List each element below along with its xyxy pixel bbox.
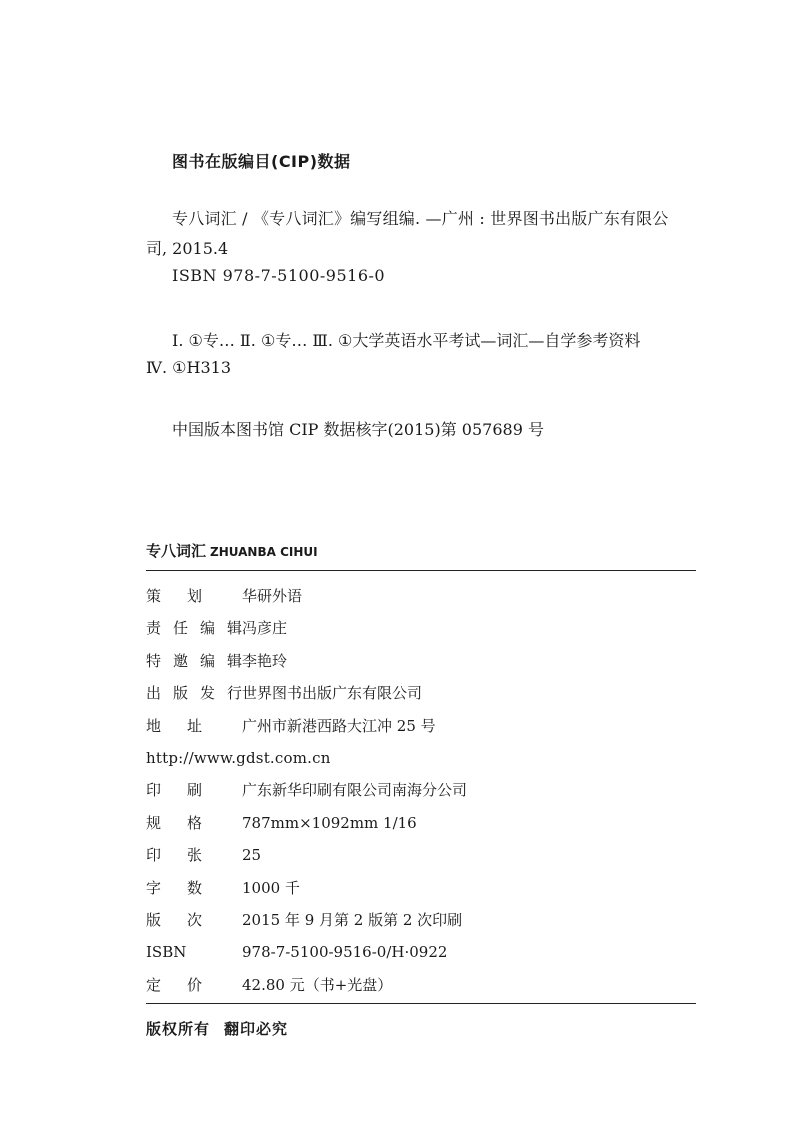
info-row-editor	[146, 612, 706, 644]
info-row-planning	[146, 580, 706, 612]
info-label: 规格	[146, 813, 202, 832]
book-title-pinyin: ZHUANBA CIHUI	[210, 545, 318, 559]
info-value: 978-7-5100-9516-0/H·0922	[242, 943, 448, 962]
info-label: 出版发行	[146, 684, 242, 703]
info-label: 字数	[146, 878, 202, 897]
info-value: 华研外语	[242, 587, 303, 605]
book-title-cn: 专八词汇	[146, 542, 207, 560]
info-value: 1000 千	[242, 878, 300, 897]
cip-classification-continued: Ⅳ. ①H313	[146, 358, 231, 377]
cip-record-number: 中国版本图书馆 CIP 数据核字(2015)第 057689 号	[172, 420, 544, 439]
divider-top	[146, 570, 696, 571]
info-label: 责任编辑	[146, 619, 242, 638]
info-row-publisher	[146, 677, 706, 709]
copyright-piracy: 翻印必究	[224, 1020, 289, 1038]
info-row-address	[146, 710, 706, 742]
info-value: 787mm×1092mm 1/16	[242, 813, 417, 832]
cip-title-line: 专八词汇 / 《专八词汇》编写组编. —广州 : 世界图书出版广东有限公	[172, 209, 669, 228]
info-value: 世界图书出版广东有限公司	[242, 684, 423, 703]
info-label: 印刷	[146, 781, 202, 800]
info-value: 25	[242, 846, 262, 865]
info-label: 策划	[146, 587, 202, 605]
info-label: 印张	[146, 846, 202, 865]
cip-heading: 图书在版编目(CIP)数据	[172, 152, 351, 171]
info-row-price	[146, 969, 706, 1001]
info-value: 广东新华印刷有限公司南海分公司	[242, 781, 468, 800]
info-row-printer	[146, 774, 706, 806]
info-label: 特邀编辑	[146, 651, 242, 670]
book-title	[146, 540, 318, 561]
info-row-edition	[146, 904, 706, 936]
info-row-sheets	[146, 839, 706, 871]
info-row-isbn	[146, 936, 706, 968]
publication-info-list	[146, 580, 706, 1001]
info-row-format	[146, 807, 706, 839]
info-label: ISBN	[146, 943, 187, 962]
info-value: 2015 年 9 月第 2 版第 2 次印刷	[242, 910, 463, 929]
website-url: http://www.gdst.com.cn	[146, 748, 331, 767]
info-row-url	[146, 742, 706, 774]
info-row-words	[146, 872, 706, 904]
info-value: 李艳玲	[242, 651, 288, 670]
info-label: 地址	[146, 716, 202, 735]
info-value: 42.80 元（书+光盘）	[242, 975, 393, 994]
divider-bottom	[146, 1003, 696, 1004]
info-value: 广州市新港西路大江冲 25 号	[242, 716, 436, 735]
info-row-guest-editor	[146, 645, 706, 677]
copyright-notice	[146, 1018, 288, 1039]
cip-isbn: ISBN 978-7-5100-9516-0	[172, 266, 386, 285]
info-label: 定价	[146, 975, 202, 994]
cip-title-line-continued: 司, 2015.4	[146, 239, 229, 258]
copyright-rights: 版权所有	[146, 1020, 211, 1038]
info-value: 冯彦庄	[242, 619, 288, 638]
cip-classification: Ⅰ. ①专… Ⅱ. ①专… Ⅲ. ①大学英语水平考试—词汇—自学参考资料	[172, 331, 641, 350]
info-label: 版次	[146, 910, 202, 929]
